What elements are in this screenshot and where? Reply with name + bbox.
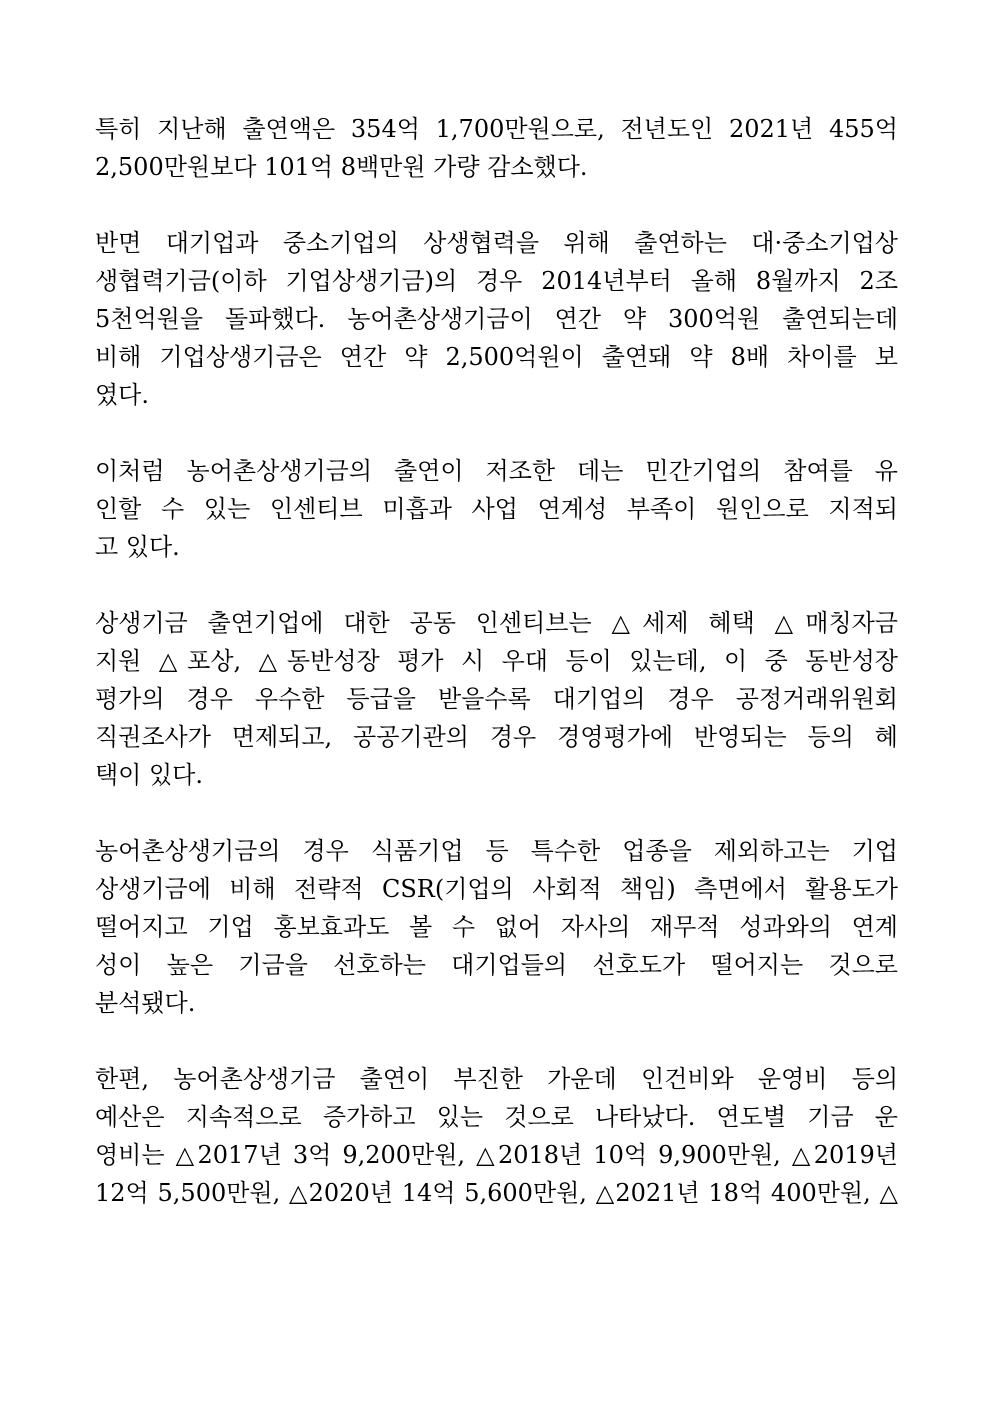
text-line: 비해 기업상생기금은 연간 약 2,500억원이 출연돼 약 8배 차이를 보 (95, 343, 898, 371)
text-line: 특히 지난해 출연액은 354억 1,700만원으로, 전년도인 2021년 455억 (95, 115, 898, 143)
paragraph-3 (95, 452, 898, 566)
paragraph-4 (95, 604, 898, 794)
text-line: 상생기금 출연기업에 대한 공동 인센티브는 △세제 혜택 △매칭자금 (95, 609, 898, 637)
text-line: 였다. (95, 381, 149, 409)
text-line: 한편, 농어촌상생기금 출연이 부진한 가운데 인건비와 운영비 등의 (95, 1065, 898, 1093)
text-line: 택이 있다. (95, 761, 203, 789)
document-body (95, 110, 898, 1250)
paragraph-5 (95, 832, 898, 1022)
text-line: 농어촌상생기금의 경우 식품기업 등 특수한 업종을 제외하고는 기업 (95, 837, 898, 865)
text-line: 분석됐다. (95, 989, 196, 1017)
text-line: 5천억원을 돌파했다. 농어촌상생기금이 연간 약 300억원 출연되는데 (95, 305, 898, 333)
text-line: 2,500만원보다 101억 8백만원 가량 감소했다. (95, 153, 588, 181)
paragraph-1 (95, 110, 898, 186)
text-line: 떨어지고 기업 홍보효과도 볼 수 없어 자사의 재무적 성과와의 연계 (95, 913, 898, 941)
text-line: 평가의 경우 우수한 등급을 받을수록 대기업의 경우 공정거래위원회 (95, 685, 898, 713)
text-line: 반면 대기업과 중소기업의 상생협력을 위해 출연하는 대·중소기업상 (95, 229, 898, 257)
text-line: 상생기금에 비해 전략적 CSR(기업의 사회적 책임) 측면에서 활용도가 (95, 875, 898, 903)
text-line: 생협력기금(이하 기업상생기금)의 경우 2014년부터 올해 8월까지 2조 (95, 267, 898, 295)
text-line: 지원 △포상, △동반성장 평가 시 우대 등이 있는데, 이 중 동반성장 (95, 647, 898, 675)
text-line: 직권조사가 면제되고, 공공기관의 경우 경영평가에 반영되는 등의 혜 (95, 723, 898, 751)
text-line: 인할 수 있는 인센티브 미흡과 사업 연계성 부족이 원인으로 지적되 (95, 495, 898, 523)
paragraph-2 (95, 224, 898, 414)
text-line: 고 있다. (95, 533, 180, 561)
text-line: 성이 높은 기금을 선호하는 대기업들의 선호도가 떨어지는 것으로 (95, 951, 898, 979)
text-line: 예산은 지속적으로 증가하고 있는 것으로 나타났다. 연도별 기금 운 (95, 1103, 898, 1131)
text-line: 12억 5,500만원, △2020년 14억 5,600만원, △2021년 18억 400만원, △ (95, 1179, 898, 1207)
text-line: 이처럼 농어촌상생기금의 출연이 저조한 데는 민간기업의 참여를 유 (95, 457, 898, 485)
paragraph-6 (95, 1060, 898, 1212)
text-line: 영비는 △2017년 3억 9,200만원, △2018년 10억 9,900만원, △2019년 (95, 1141, 898, 1169)
